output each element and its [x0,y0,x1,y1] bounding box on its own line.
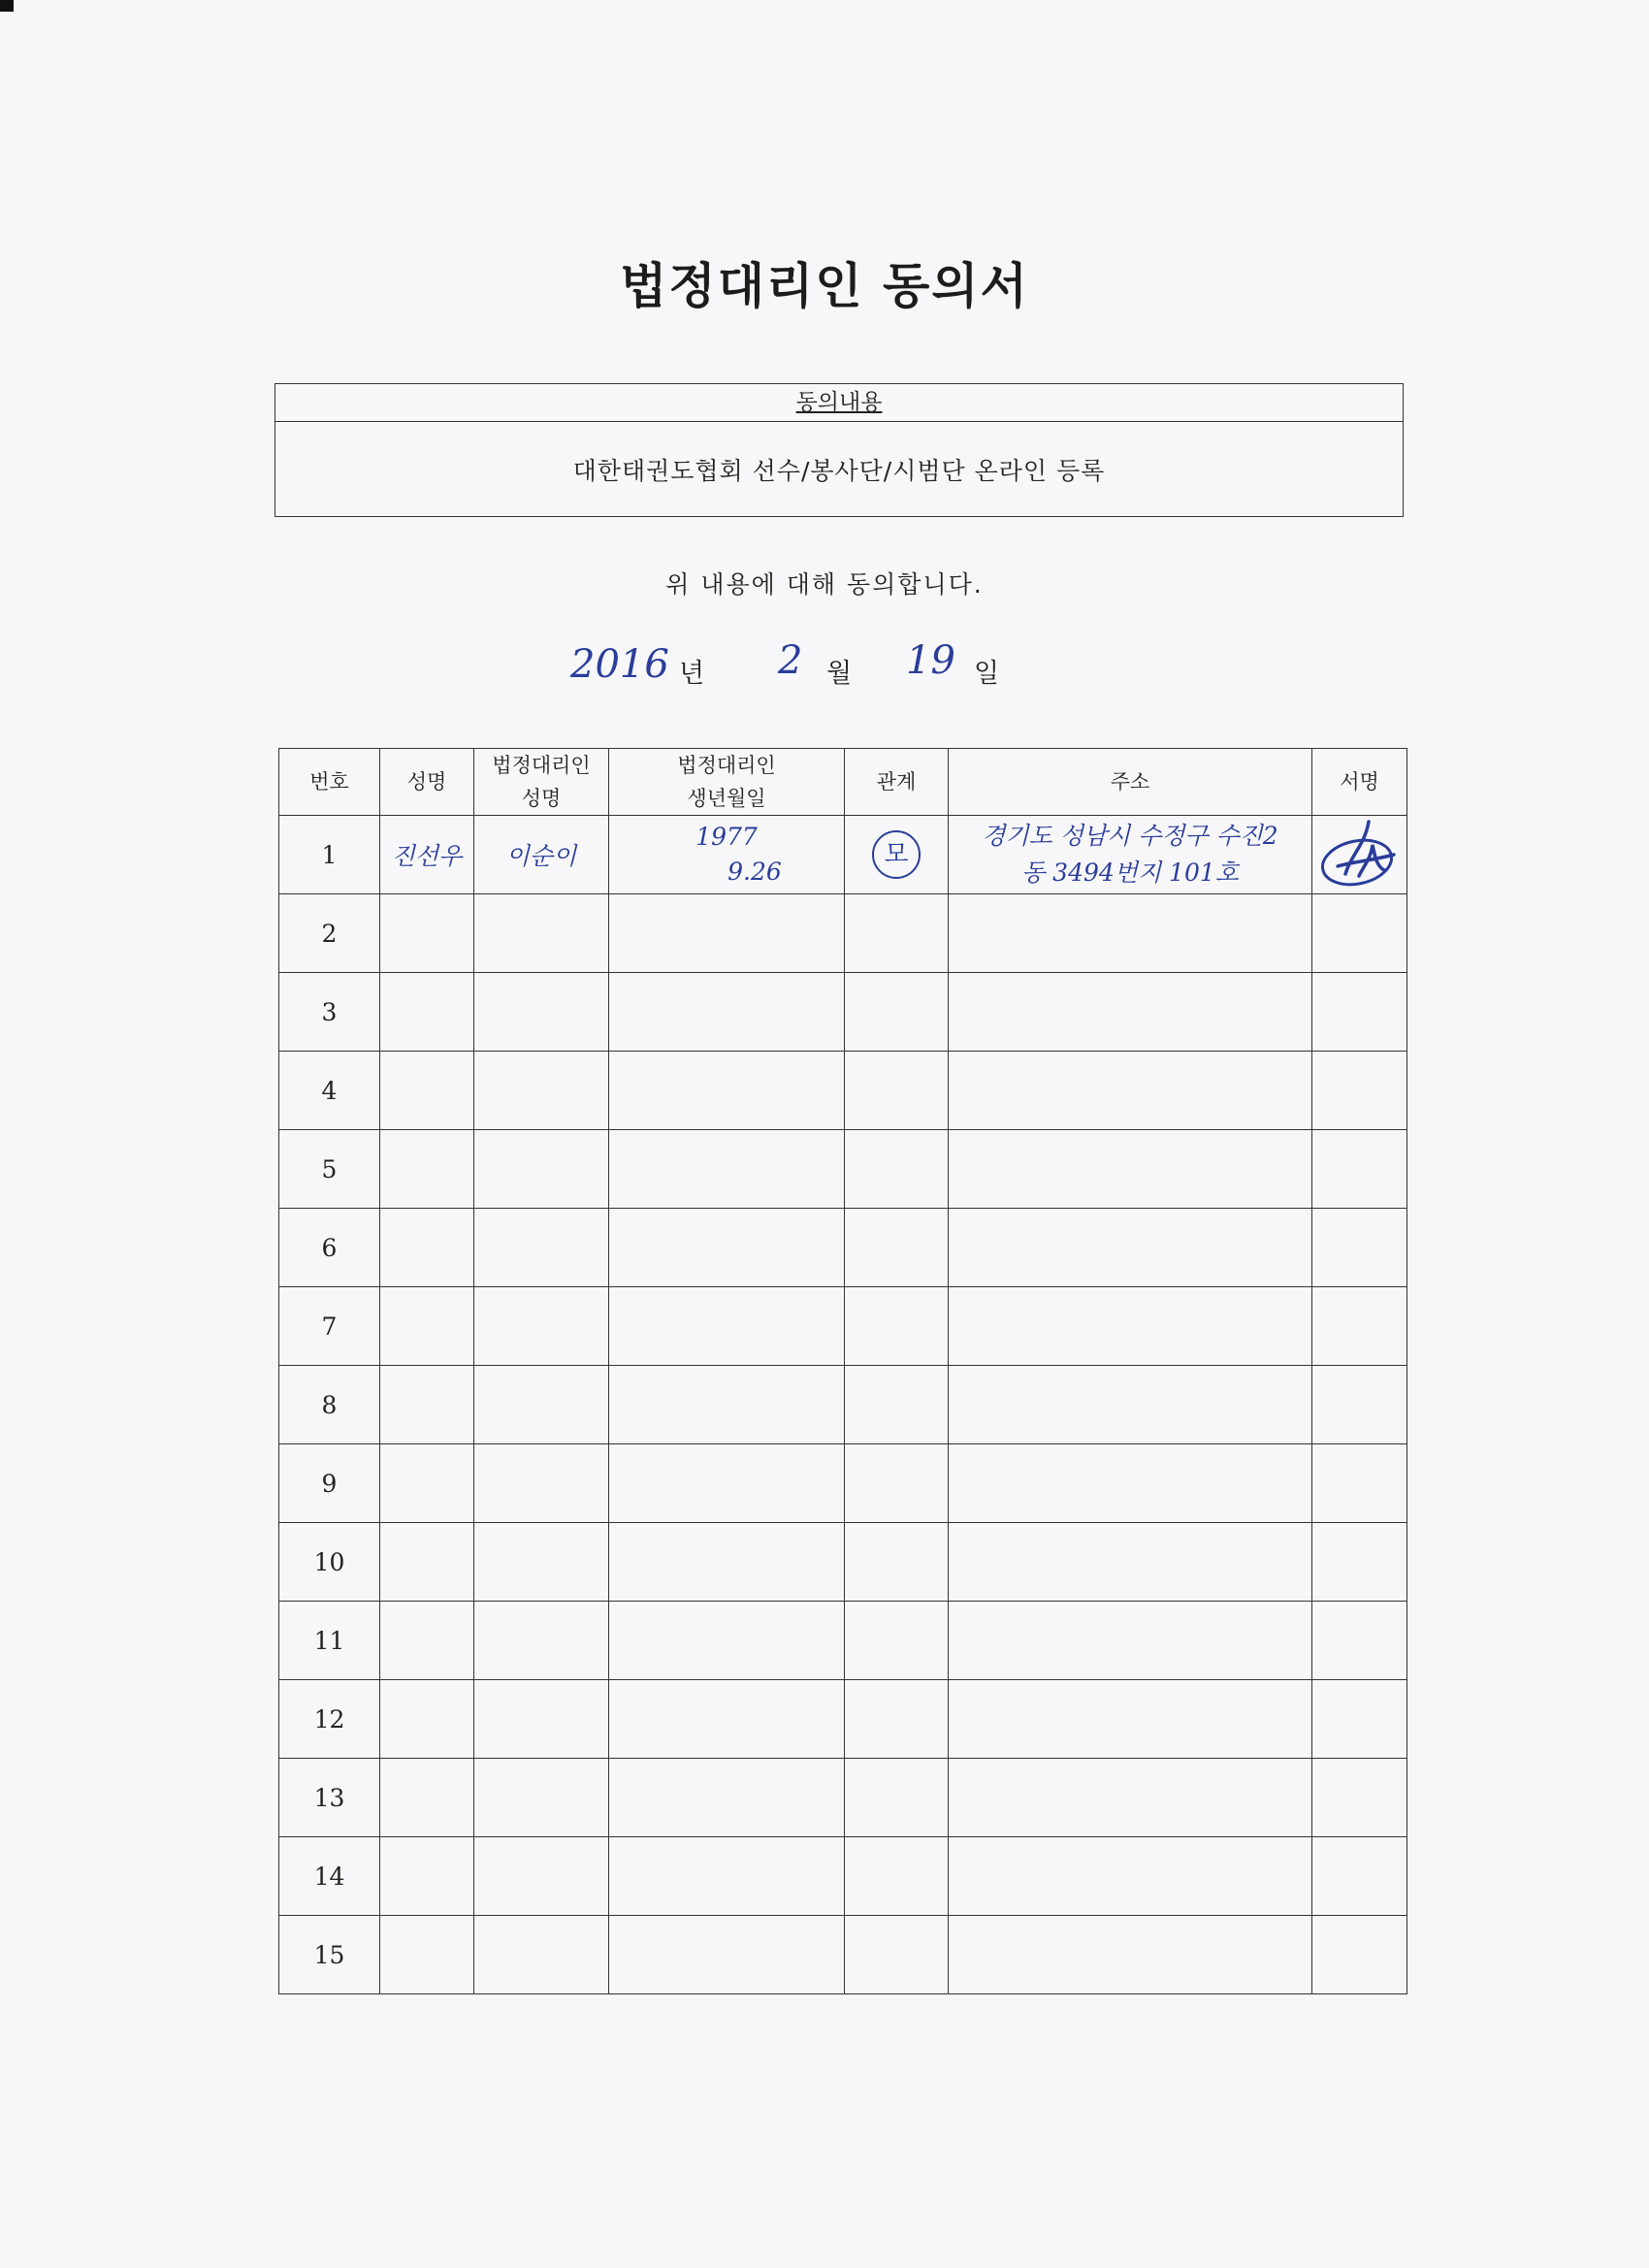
row-relation[interactable] [845,1366,949,1444]
row-number: 5 [279,1130,380,1209]
row-address[interactable] [949,1837,1312,1916]
row-signature[interactable] [1312,1366,1407,1444]
consent-text: 대한태권도협회 선수/봉사단/시범단 온라인 등록 [572,457,1106,485]
row-relation[interactable] [845,894,949,973]
row-address[interactable] [949,1209,1312,1287]
table-row [279,1052,1407,1130]
row-guardian-birth[interactable] [609,1523,845,1602]
row-number: 9 [279,1444,380,1523]
row-number: 10 [279,1523,380,1602]
row-guardian-name[interactable] [474,1287,609,1366]
row-guardian-birth[interactable] [609,894,845,973]
table-row [279,1366,1407,1444]
row-signature[interactable] [1312,1759,1407,1837]
header-guardian-name-line2: 성명 [521,787,562,810]
table-row [279,1602,1407,1680]
row-number: 2 [279,894,380,973]
header-number: 번호 [279,749,380,816]
row-guardian-name[interactable] [474,973,609,1052]
row-number: 4 [279,1052,380,1130]
header-guardian-name [474,749,609,816]
table-row [279,1287,1407,1366]
row-guardian-name[interactable] [474,1209,609,1287]
row-guardian-name[interactable] [474,1444,609,1523]
header-name: 성명 [380,749,474,816]
row-address[interactable] [949,1366,1312,1444]
row-guardian-name[interactable] [474,1837,609,1916]
row-number: 12 [279,1680,380,1759]
row-guardian-birth[interactable] [609,1052,845,1130]
row-signature[interactable] [1312,1287,1407,1366]
row-relation[interactable] [845,1130,949,1209]
row-signature[interactable] [1312,1837,1407,1916]
row-address-line1: 경기도 성남시 수정구 수진2 [982,822,1278,850]
row-signature[interactable] [1312,1209,1407,1287]
row-name[interactable] [380,973,474,1052]
row-guardian-birth[interactable] [609,1759,845,1837]
row-name[interactable] [380,1837,474,1916]
row-relation[interactable] [845,1209,949,1287]
consent-header [275,384,1403,422]
row-number: 7 [279,1287,380,1366]
row-number: 14 [279,1837,380,1916]
row-name[interactable] [380,894,474,973]
row-number: 15 [279,1916,380,1994]
table-row [279,1837,1407,1916]
row-guardian-birth[interactable] [609,1366,845,1444]
table-row [279,1444,1407,1523]
page-title: 법정대리인 동의서 [620,258,1029,314]
row-relation[interactable] [845,1602,949,1680]
row-number: 8 [279,1366,380,1444]
row-guardian-name[interactable] [474,1523,609,1602]
row-signature[interactable] [1312,1444,1407,1523]
header-guardian-birth [609,749,845,816]
header-guardian-name-line1: 법정대리인 [492,754,591,777]
row-relation[interactable] [845,1837,949,1916]
row-address[interactable] [949,1444,1312,1523]
row-guardian-birth-year: 1977 [695,823,758,851]
row-name[interactable] [380,1209,474,1287]
header-relation: 관계 [845,749,949,816]
row-address[interactable] [949,1130,1312,1209]
row-number: 13 [279,1759,380,1837]
row-name: 진선우 [380,816,474,894]
row-signature[interactable] [1312,973,1407,1052]
row-name[interactable] [380,1052,474,1130]
row-guardian-name[interactable] [474,1916,609,1994]
date-row [0,640,1649,698]
row-number: 6 [279,1209,380,1287]
row-relation[interactable] [845,1523,949,1602]
table-row [279,973,1407,1052]
row-signature [1312,816,1407,894]
row-address [949,816,1312,894]
row-signature[interactable] [1312,1130,1407,1209]
row-name[interactable] [380,1287,474,1366]
row-guardian-name[interactable] [474,1052,609,1130]
row-guardian-birth-date: 9.26 [728,858,782,886]
row-number: 11 [279,1602,380,1680]
table-row [279,1759,1407,1837]
row-address[interactable] [949,1759,1312,1837]
table-row [279,816,1407,894]
date-month: 2 [778,638,803,683]
row-name[interactable] [380,1602,474,1680]
table-row [279,1916,1407,1994]
row-name[interactable] [380,1366,474,1444]
date-month-label: 월 [826,659,853,689]
row-address[interactable] [949,1602,1312,1680]
row-address[interactable] [949,1052,1312,1130]
table-header-row [279,749,1407,816]
row-guardian-birth[interactable] [609,973,845,1052]
table-row [279,1680,1407,1759]
consent-header-label: 동의내용 [795,390,883,415]
row-relation-circled: 모 [872,830,921,879]
handwritten-signature [1316,816,1404,893]
row-guardian-name[interactable] [474,1366,609,1444]
row-relation[interactable] [845,973,949,1052]
row-guardian-name[interactable] [474,894,609,973]
header-address: 주소 [949,749,1312,816]
row-address-line2: 동 3494번지 101호 [1021,859,1239,887]
row-number: 1 [279,816,380,894]
row-signature[interactable] [1312,1523,1407,1602]
table-row [279,894,1407,973]
date-day: 19 [906,638,955,683]
row-signature[interactable] [1312,1916,1407,1994]
row-signature[interactable] [1312,1680,1407,1759]
row-guardian-birth[interactable] [609,1287,845,1366]
row-guardian-name: 이순이 [474,816,609,894]
row-address[interactable] [949,1523,1312,1602]
table-row [279,1209,1407,1287]
row-guardian-birth[interactable] [609,1837,845,1916]
row-guardian-birth [609,816,845,894]
row-address[interactable] [949,894,1312,973]
consent-box [275,383,1404,517]
registration-table [278,748,1407,1994]
row-name[interactable] [380,1759,474,1837]
row-guardian-birth[interactable] [609,1916,845,1994]
date-day-label: 일 [974,659,1000,689]
row-name[interactable] [380,1680,474,1759]
date-year-label: 년 [679,659,705,689]
row-name[interactable] [380,1130,474,1209]
row-relation[interactable] [845,1052,949,1130]
row-guardian-birth[interactable] [609,1209,845,1287]
row-address[interactable] [949,973,1312,1052]
row-relation [845,816,949,894]
row-guardian-name[interactable] [474,1759,609,1837]
row-guardian-name[interactable] [474,1680,609,1759]
row-guardian-name[interactable] [474,1130,609,1209]
row-relation[interactable] [845,1444,949,1523]
row-name[interactable] [380,1444,474,1523]
row-guardian-birth[interactable] [609,1680,845,1759]
row-signature[interactable] [1312,1602,1407,1680]
row-signature[interactable] [1312,894,1407,973]
row-guardian-birth[interactable] [609,1602,845,1680]
agree-statement: 위 내용에 대해 동의합니다. [665,570,984,599]
row-relation[interactable] [845,1287,949,1366]
row-relation[interactable] [845,1680,949,1759]
row-signature[interactable] [1312,1052,1407,1130]
scan-corner-mark [0,0,14,12]
row-name[interactable] [380,1523,474,1602]
header-signature: 서명 [1312,749,1407,816]
row-number: 3 [279,973,380,1052]
row-guardian-name[interactable] [474,1602,609,1680]
table-row [279,1523,1407,1602]
row-address[interactable] [949,1916,1312,1994]
row-address[interactable] [949,1680,1312,1759]
date-year: 2016 [570,642,669,687]
row-relation[interactable] [845,1916,949,1994]
row-name[interactable] [380,1916,474,1994]
row-address[interactable] [949,1287,1312,1366]
header-guardian-birth-line2: 생년월일 [687,787,766,810]
header-guardian-birth-line1: 법정대리인 [677,754,776,777]
row-relation[interactable] [845,1759,949,1837]
table-row [279,1130,1407,1209]
row-guardian-birth[interactable] [609,1444,845,1523]
row-guardian-birth[interactable] [609,1130,845,1209]
